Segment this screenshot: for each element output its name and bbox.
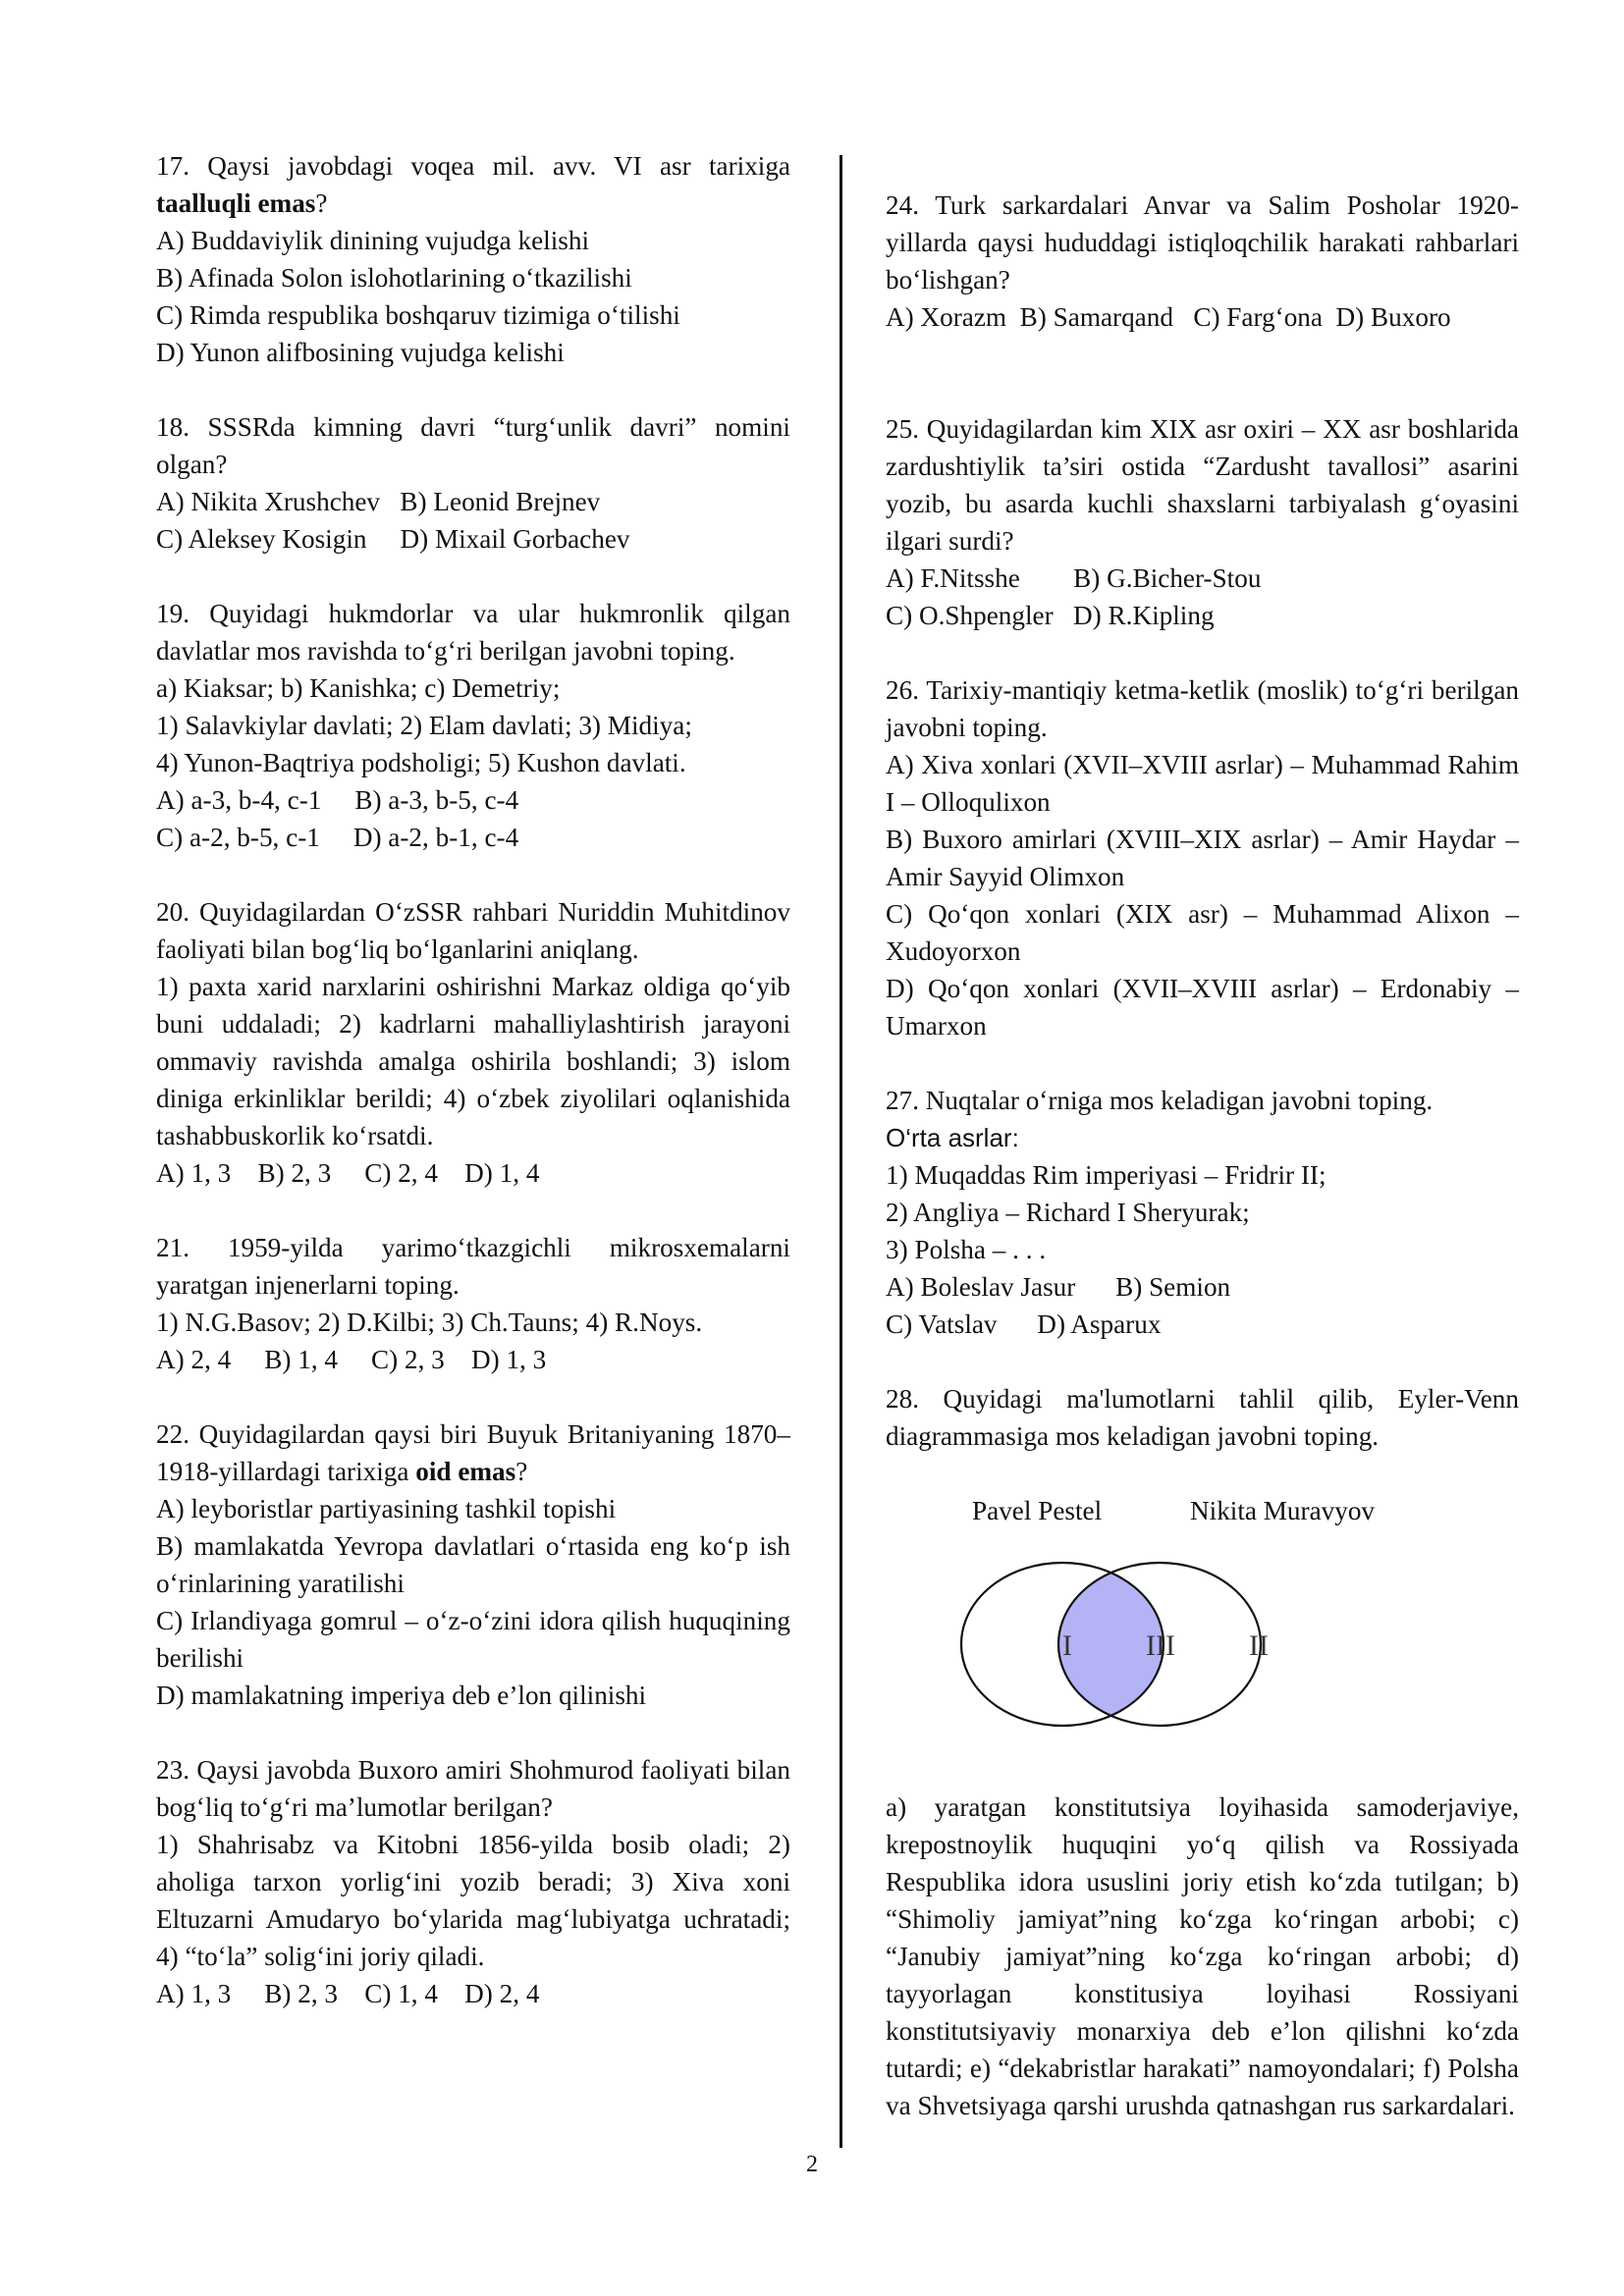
question-26-option-b[interactable]: B) Buxoro amirlari (XVIII–XIX asrlar) – Amir Haydar – Amir Sayyid Olimxon <box>886 825 1519 891</box>
question-22-option-d[interactable]: D) mamlakatning imperiya deb e’lon qilinishi <box>156 1681 647 1710</box>
question-27-line-2: 2) Angliya – Richard I Sheryurak; <box>886 1198 1250 1227</box>
venn-label-right: Nikita Muravyov <box>1190 1496 1376 1525</box>
question-24-stem: 24. Turk sarkardalari Anvar va Salim Posholar 1920-yillarda qaysi hududdagi istiqloqchilik harakati rahbarlari bo‘lishgan? <box>886 190 1519 294</box>
question-22 <box>156 1415 790 1714</box>
question-23 <box>156 1751 790 2012</box>
question-18 <box>156 408 790 558</box>
question-26-stem: 26. Tarixiy-mantiqiy ketma-ketlik (moslik) to‘g‘ri berilgan javobni toping. <box>886 675 1519 742</box>
question-22-option-c[interactable]: C) Irlandiyaga gomrul – o‘z-o‘zini idora qilish huquqining berilishi <box>156 1606 790 1673</box>
question-19-stem: 19. Quyidagi hukmdorlar va ular hukmronlik qilgan davlatlar mos ravishda to‘g‘ri berilgan javobni toping. <box>156 599 790 666</box>
question-19-states-1: 1) Salavkiylar davlati; 2) Elam davlati; 3) Midiya; <box>156 711 692 740</box>
question-22-option-a[interactable]: A) leyboristlar partiyasining tashkil topishi <box>156 1494 617 1523</box>
page-number: 2 <box>806 2152 818 2177</box>
question-27-heading: O‘rta asrlar: <box>886 1123 1019 1152</box>
question-19-rulers: a) Kiaksar; b) Kanishka; c) Demetriy; <box>156 673 561 703</box>
question-19-states-2: 4) Yunon-Baqtriya podsholigi; 5) Kushon davlati. <box>156 748 686 777</box>
column-divider <box>839 155 842 2148</box>
question-17 <box>156 147 790 371</box>
question-21-stem: 21. 1959-yilda yarimo‘tkazgichli mikrosxemalarni yaratgan injenerlarni toping. <box>156 1233 790 1300</box>
question-28 <box>886 1380 1519 2124</box>
question-22-stem: 22. Quyidagilardan qaysi biri Buyuk Britaniyaning 1870–1918-yillardagi tarixiga oid emas? <box>156 1419 790 1486</box>
question-27-line-1: 1) Muqaddas Rim imperiyasi – Fridrir II; <box>886 1160 1326 1190</box>
question-27-stem: 27. Nuqtalar o‘rniga mos keladigan javobni toping. <box>886 1086 1434 1115</box>
question-18-stem: 18. SSSRda kimning davri “turg‘unlik davri” nomini olgan? <box>156 412 790 479</box>
venn-region-i: I <box>1062 1629 1072 1662</box>
question-20 <box>156 893 790 1192</box>
question-25-stem: 25. Quyidagilardan kim XIX asr oxiri – XX asr boshlarida zardushtiylik ta’siri ostida “Zardusht tavallosi” asarini yozib, bu asarda kuchli shaxslarni tarbiyalash g‘oyasini ilgari surdi? <box>886 414 1519 556</box>
question-26 <box>886 671 1519 1044</box>
left-column <box>156 147 790 2050</box>
question-19 <box>156 595 790 856</box>
venn-svg <box>886 1492 1519 1757</box>
right-column <box>886 187 1519 2124</box>
venn-region-ii: II <box>1249 1629 1269 1662</box>
question-25 <box>886 410 1519 634</box>
question-21-options[interactable]: A) 2, 4 B) 1, 4 C) 2, 3 D) 1, 3 <box>156 1345 547 1374</box>
question-22-option-b[interactable]: B) mamlakatda Yevropa davlatlari o‘rtasida eng ko‘p ish o‘rinlarining yaratilishi <box>156 1531 790 1598</box>
question-23-body: 1) Shahrisabz va Kitobni 1856-yilda bosib oladi; 2) aholiga tarxon yorlig‘ini yozib beradi; 3) Xiva xoni Eltuzarni Amudaryo bo‘ylarida mag‘lubiyatga uchratadi; 4) “to‘la” solig‘ini joriy qiladi. <box>156 1830 790 1971</box>
question-18-options-row1[interactable]: A) Nikita Xrushchev B) Leonid Brejnev <box>156 487 601 516</box>
question-17-option-a[interactable]: A) Buddaviylik dinining vujudga kelishi <box>156 226 590 255</box>
question-23-options[interactable]: A) 1, 3 B) 2, 3 C) 1, 4 D) 2, 4 <box>156 1979 540 2008</box>
question-20-options[interactable]: A) 1, 3 B) 2, 3 C) 2, 4 D) 1, 4 <box>156 1158 540 1188</box>
question-19-options-row1[interactable]: A) a-3, b-4, c-1 B) a-3, b-5, c-4 <box>156 785 519 815</box>
question-27 <box>886 1082 1519 1343</box>
question-27-options-row2[interactable]: C) Vatslav D) Asparux <box>886 1309 1162 1339</box>
question-25-options-row2[interactable]: C) O.Shpengler D) R.Kipling <box>886 601 1215 630</box>
question-21 <box>156 1229 790 1378</box>
question-28-stem: 28. Quyidagi ma'lumotlarni tahlil qilib, Eyler-Venn diagrammasiga mos keladigan javobni toping. <box>886 1384 1519 1451</box>
question-18-options-row2[interactable]: C) Aleksey Kosigin D) Mixail Gorbachev <box>156 524 630 554</box>
question-17-emphasis: taalluqli emas <box>156 188 316 218</box>
question-24 <box>886 187 1519 336</box>
question-27-options-row1[interactable]: A) Boleslav Jasur B) Semion <box>886 1272 1231 1302</box>
question-21-list: 1) N.G.Basov; 2) D.Kilbi; 3) Ch.Tauns; 4) R.Noys. <box>156 1308 703 1337</box>
question-19-options-row2[interactable]: C) a-2, b-5, c-1 D) a-2, b-1, c-4 <box>156 823 519 852</box>
question-17-option-b[interactable]: B) Afinada Solon islohotlarining o‘tkazilishi <box>156 263 632 293</box>
question-26-option-a[interactable]: A) Xiva xonlari (XVII–XVIII asrlar) – Muhammad Rahim I – Olloqulixon <box>886 750 1519 817</box>
question-20-stem: 20. Quyidagilardan O‘zSSR rahbari Nuriddin Muhitdinov faoliyati bilan bog‘liq bo‘lganlarini aniqlang. <box>156 897 790 964</box>
question-23-stem: 23. Qaysi javobda Buxoro amiri Shohmurod faoliyati bilan bog‘liq to‘g‘ri ma’lumotlar berilgan? <box>156 1755 790 1822</box>
question-17-option-d[interactable]: D) Yunon alifbosining vujudga kelishi <box>156 338 565 367</box>
question-22-emphasis: oid emas <box>415 1457 516 1486</box>
question-17-stem: 17. Qaysi javobdagi voqea mil. avv. VI asr tarixiga taalluqli emas? <box>156 151 790 218</box>
venn-region-iii: III <box>1146 1629 1175 1662</box>
question-20-body: 1) paxta xarid narxlarini oshirishni Markaz oldiga qo‘yib buni uddaladi; 2) kadrlarni mahalliylashtirish jarayoni ommaviy ravishda amalga oshirila boshlandi; 3) islom diniga erkinliklar berildi; 4) o‘zbek ziyolilari oqlanishida tashabbuskorlik ko‘rsatdi. <box>156 972 790 1150</box>
question-24-options[interactable]: A) Xorazm B) Samarqand C) Farg‘ona D) Buxoro <box>886 302 1451 332</box>
question-25-options-row1[interactable]: A) F.Nitsshe B) G.Bicher-Stou <box>886 563 1262 593</box>
question-27-line-3: 3) Polsha – . . . <box>886 1235 1047 1264</box>
venn-diagram <box>886 1492 1519 1757</box>
question-26-option-d[interactable]: D) Qo‘qon xonlari (XVII–XVIII asrlar) – Erdonabiy – Umarxon <box>886 974 1519 1041</box>
question-26-option-c[interactable]: C) Qo‘qon xonlari (XIX asr) – Muhammad Alixon – Xudoyorxon <box>886 899 1519 966</box>
venn-label-left: Pavel Pestel <box>972 1496 1103 1525</box>
question-17-option-c[interactable]: C) Rimda respublika boshqaruv tizimiga o‘tilishi <box>156 300 680 330</box>
question-28-body: a) yaratgan konstitutsiya loyihasida samoderjaviye, krepostnoylik huquqini yo‘q qilish va Rossiyada Respublika idora ususlini joriy etish ko‘zda tutilgan; b) “Shimoliy jamiyat”ning ko‘zga ko‘ringan arbobi; c) “Janubiy jamiyat”ning ko‘zga ko‘ringan arbobi; d) tayyorlagan konstitusiya loyihasi Rossiyani konstitutsiyaviy monarxiya deb e’lon qilishni ko‘zda tutardi; e) “dekabristlar harakati” namoyondalari; f) Polsha va Shvetsiyaga qarshi urushda qatnashgan rus sarkardalari. <box>886 1792 1519 2120</box>
